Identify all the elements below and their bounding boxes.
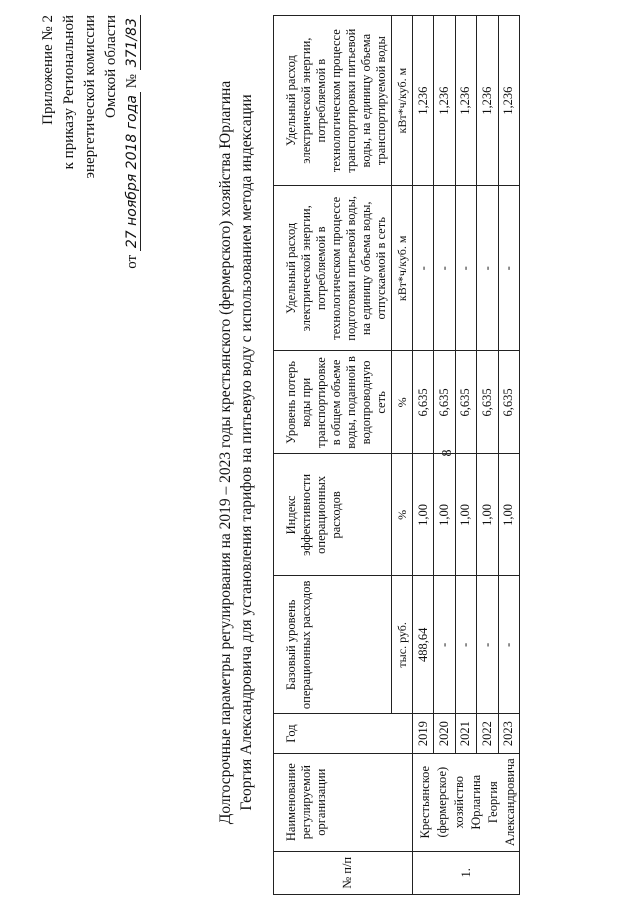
date-prefix: от [124, 254, 140, 269]
title-line-2: Георгия Александровича для установления тарифов на питьевую воду с использованием метода индексации [238, 94, 255, 811]
cell-base: 488,64 [413, 576, 434, 714]
cell-energy-transport: 1,236 [455, 16, 476, 186]
cell-energy-prep: - [413, 186, 434, 351]
unit-loss: % [392, 351, 413, 454]
cell-loss: 6,635 [477, 351, 498, 454]
parameters-table [273, 15, 520, 895]
cell-year: 2023 [498, 714, 519, 753]
header-efficiency-index: Индекс эффективности операционных расходов [274, 454, 392, 576]
cell-year: 2021 [455, 714, 476, 753]
cell-base: - [498, 576, 519, 714]
cell-energy-transport: 1,236 [434, 16, 455, 186]
cell-energy-prep: - [498, 186, 519, 351]
table-row [413, 16, 434, 895]
cell-index: 1,00 [455, 454, 476, 576]
cell-index: 1,00 [413, 454, 434, 576]
org-name-line: Александровича [503, 758, 517, 847]
cell-index: 1,00 [477, 454, 498, 576]
cell-energy-prep: - [477, 186, 498, 351]
org-name-line: Юрлагина [469, 774, 483, 830]
header-base-opex: Базовый уровень операционных расходов [274, 576, 392, 714]
unit-energy-transport: кВт*ч/куб. м [392, 16, 413, 186]
document-title [215, 5, 257, 900]
org-name-line: Крестьянское [418, 765, 432, 839]
item-number: 1. [413, 851, 520, 894]
header-energy-preparation: Удельный расход электрической энергии, потребляемой в технологическом процессе подготовки питьевой воды, на единицу объема воды, отпускаемой в сеть [274, 186, 392, 351]
header-number: № п/п [274, 851, 413, 894]
cell-loss: 6,635 [413, 351, 434, 454]
appendix-date-line [122, 15, 143, 315]
header-water-loss: Уровень потерь воды при транспортировке в общем объеме воды, поданной в водопроводную сеть [274, 351, 392, 454]
cell-year: 2020 [434, 714, 455, 753]
cell-energy-transport: 1,236 [477, 16, 498, 186]
table-header-row [274, 16, 392, 895]
cell-year: 2019 [413, 714, 434, 753]
cell-energy-transport: 1,236 [413, 16, 434, 186]
unit-base: тыс. руб. [392, 576, 413, 714]
header-organization: Наименование регулируемой организации [274, 753, 413, 851]
cell-energy-prep: - [455, 186, 476, 351]
cell-index: 1,00 [434, 454, 455, 576]
page-number: 8 [440, 449, 455, 457]
appendix-title: Приложение № 2 [40, 15, 56, 125]
cell-base: - [434, 576, 455, 714]
appendix-header [38, 15, 143, 315]
number-prefix: № [124, 74, 140, 89]
org-name-line: хозяйство [452, 775, 466, 829]
cell-index: 1,00 [498, 454, 519, 576]
appendix-commission: энергетической комиссии [82, 15, 98, 179]
appendix-order-ref: к приказу Региональной [61, 15, 77, 170]
cell-loss: 6,635 [498, 351, 519, 454]
handwritten-number: 371/83 [124, 15, 141, 70]
appendix-region: Омской области [103, 15, 119, 118]
cell-year: 2022 [477, 714, 498, 753]
organization-name [413, 753, 520, 851]
unit-energy-prep: кВт*ч/куб. м [392, 186, 413, 351]
cell-energy-transport: 1,236 [498, 16, 519, 186]
header-energy-transport: Удельный расход электрической энергии, потребляемой в технологическом процессе транспортировки питьевой воды, на единицу объема транспортируемой воды [274, 16, 392, 186]
cell-base: - [477, 576, 498, 714]
cell-loss: 6,635 [434, 351, 455, 454]
unit-index: % [392, 454, 413, 576]
header-year: Год [274, 714, 413, 753]
org-name-line: (фермерское) [435, 766, 449, 838]
title-line-1: Долгосрочные параметры регулирования на 2019 – 2023 годы крестьянского (фермерского) хозяйства Юрлагина [217, 80, 234, 825]
cell-base: - [455, 576, 476, 714]
cell-loss: 6,635 [455, 351, 476, 454]
org-name-line: Георгия [486, 781, 500, 824]
cell-energy-prep: - [434, 186, 455, 351]
handwritten-date: 27 ноября 2018 года [124, 92, 141, 251]
